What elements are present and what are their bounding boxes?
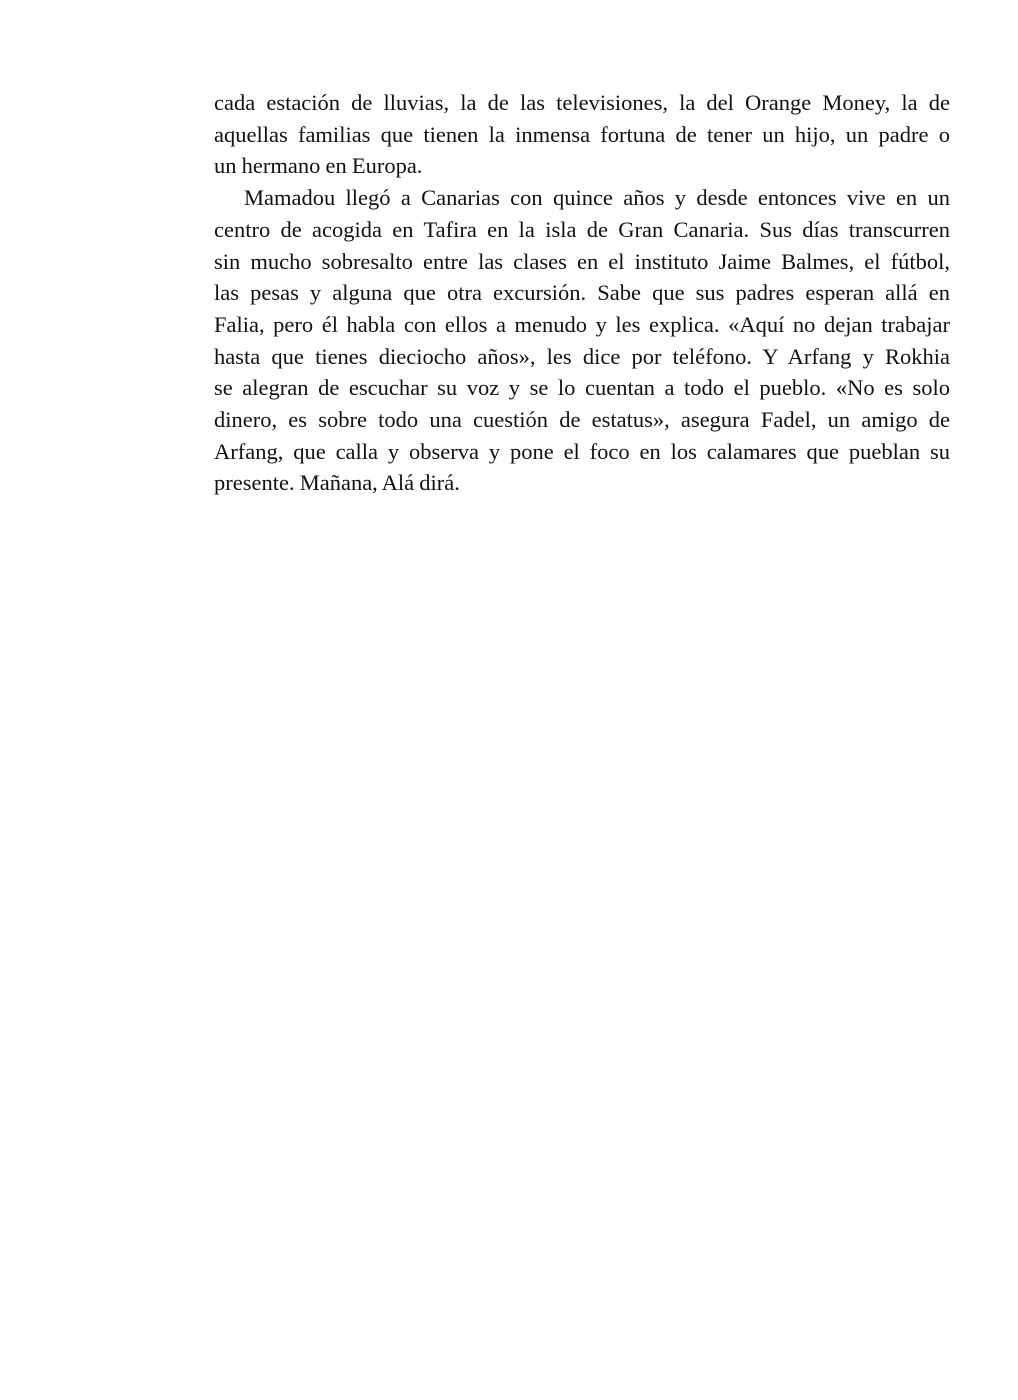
text-line: centro de acogida en Tafira en la isla de Gran Canaria. Sus días transcurren: [214, 216, 950, 242]
text-line: las pesas y alguna que otra excursión. Sabe que sus padres esperan allá en: [214, 280, 950, 306]
text-line: un hermano en Europa.: [214, 153, 423, 179]
text-line: Falia, pero él habla con ellos a menudo y les explica. «Aquí no dejan trabajar: [214, 311, 950, 337]
body-text: [214, 87, 950, 499]
text-line: presente. Mañana, Alá dirá.: [214, 470, 460, 496]
text-line: sin mucho sobresalto entre las clases en el instituto Jaime Balmes, el fútbol,: [214, 248, 950, 274]
text-line: Arfang, que calla y observa y pone el foco en los calamares que pueblan su: [214, 438, 950, 464]
text-line: dinero, es sobre todo una cuestión de estatus», asegura Fadel, un amigo de: [214, 407, 950, 433]
text-line: aquellas familias que tienen la inmensa fortuna de tener un hijo, un padre o: [214, 121, 950, 147]
text-line: Mamadou llegó a Canarias con quince años y desde entonces vive en un: [244, 185, 950, 211]
paragraph: [214, 87, 950, 182]
text-line: hasta que tienes dieciocho años», les dice por teléfono. Y Arfang y Rokhia: [214, 343, 950, 369]
paragraph: [214, 182, 950, 499]
text-line: cada estación de lluvias, la de las televisiones, la del Orange Money, la de: [214, 90, 950, 115]
text-line: se alegran de escuchar su voz y se lo cuentan a todo el pueblo. «No es solo: [214, 375, 950, 401]
